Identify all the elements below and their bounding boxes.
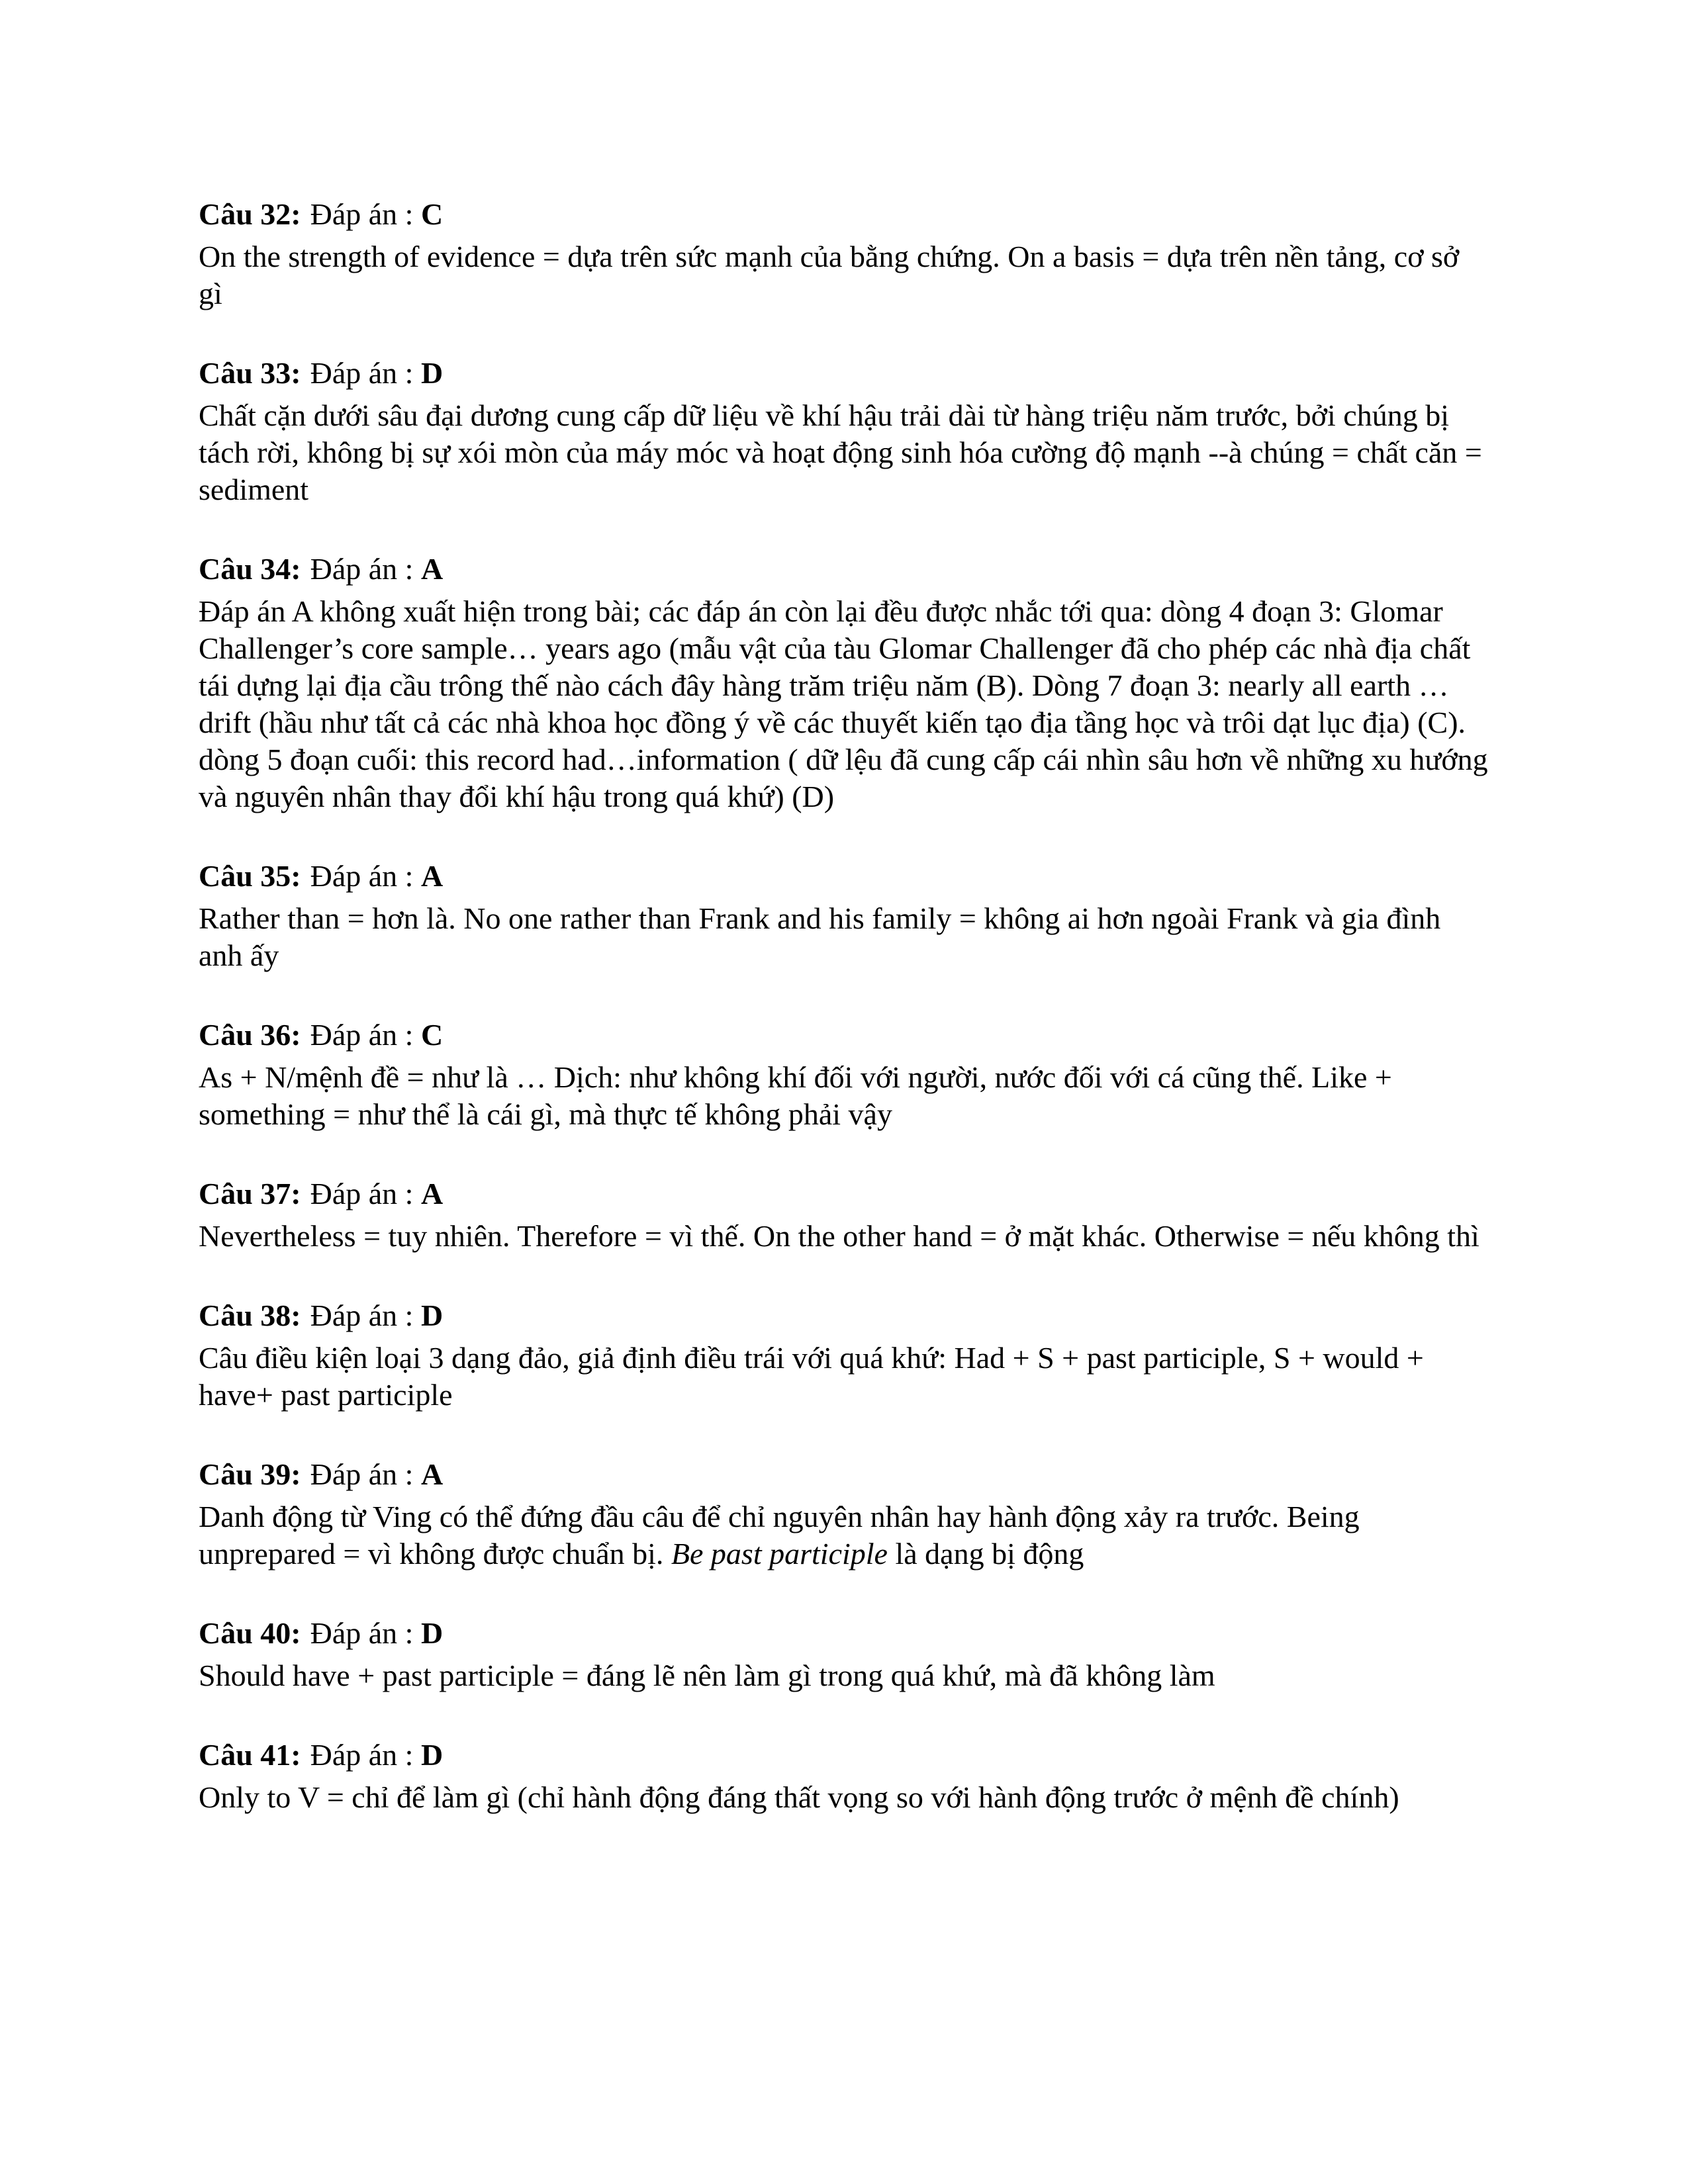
question-number: Câu 37:: [199, 1177, 301, 1210]
answer-header: [199, 196, 1489, 233]
answer-block-35: [199, 858, 1489, 974]
answer-label: Đáp án :: [310, 197, 421, 231]
answer-explanation: Only to V = chỉ để làm gì (chỉ hành động đáng thất vọng so với hành động trước ở mệnh đề chính): [199, 1780, 1399, 1814]
answer-explanation: Should have + past participle = đáng lẽ nên làm gì trong quá khứ, mà đã không làm: [199, 1659, 1215, 1692]
answer-header: [199, 551, 1489, 588]
question-number: Câu 32:: [199, 197, 301, 231]
answer-explanation: [199, 1498, 1489, 1572]
answer-letter: D: [420, 1738, 444, 1772]
question-number: Câu 38:: [199, 1298, 301, 1332]
answer-block-36: [199, 1017, 1489, 1133]
answer-explanation: Nevertheless = tuy nhiên. Therefore = vì thế. On the other hand = ở mặt khác. Otherwise = nếu không thì: [199, 1219, 1479, 1253]
explanation-text: là dạng bị động: [887, 1537, 1084, 1570]
answer-header: [199, 1737, 1489, 1774]
answer-label: Đáp án :: [310, 1738, 421, 1772]
question-number: Câu 33:: [199, 356, 301, 390]
question-number: Câu 40:: [199, 1616, 301, 1650]
answer-block-40: [199, 1615, 1489, 1694]
answer-letter: C: [420, 197, 444, 231]
answer-explanation: Rather than = hơn là. No one rather than Frank and his family = không ai hơn ngoài Frank và gia đình anh ấy: [199, 901, 1441, 972]
answer-letter: A: [420, 1177, 444, 1210]
answer-header: [199, 1615, 1489, 1652]
answer-label: Đáp án :: [310, 1298, 421, 1332]
answer-header: [199, 1175, 1489, 1212]
answer-letter: C: [420, 1018, 444, 1052]
explanation-text: Danh động từ Ving có thể đứng đầu câu để chỉ nguyên nhân hay hành động xảy ra trước. Being unprepared = vì không được chuẩn bị.: [199, 1500, 1360, 1570]
answer-header: [199, 1297, 1489, 1334]
question-number: Câu 34:: [199, 552, 301, 586]
answer-explanation: On the strength of evidence = dựa trên sức mạnh của bằng chứng. On a basis = dựa trên nền tảng, cơ sở gì: [199, 240, 1460, 310]
answer-label: Đáp án :: [310, 552, 421, 586]
answer-letter: D: [420, 1616, 444, 1650]
answer-label: Đáp án :: [310, 859, 421, 893]
answer-block-38: [199, 1297, 1489, 1414]
answer-header: [199, 1017, 1489, 1054]
answer-header: [199, 858, 1489, 895]
answer-label: Đáp án :: [310, 1177, 421, 1210]
answer-explanation: Chất cặn dưới sâu đại dương cung cấp dữ liệu về khí hậu trải dài từ hàng triệu năm trước, bởi chúng bị tách rời, không bị sự xói mòn của máy móc và hoạt động sinh hóa cường độ mạnh --à chúng = chất căn = sediment: [199, 398, 1482, 506]
question-number: Câu 39:: [199, 1457, 301, 1491]
question-number: Câu 41:: [199, 1738, 301, 1772]
answer-explanation: Câu điều kiện loại 3 dạng đảo, giả định điều trái với quá khứ: Had + S + past participle, S + would + have+ past participle: [199, 1341, 1424, 1412]
answer-block-34: [199, 551, 1489, 815]
answer-key-content: [199, 196, 1489, 1858]
answer-block-37: [199, 1175, 1489, 1255]
answer-letter: A: [420, 552, 444, 586]
question-number: Câu 36:: [199, 1018, 301, 1052]
answer-letter: D: [420, 356, 444, 390]
answer-explanation: As + N/mệnh đề = như là … Dịch: như không khí đối với người, nước đối với cá cũng thế. Like + something = như thể là cái gì, mà thực tế không phải vậy: [199, 1060, 1392, 1131]
answer-explanation: Đáp án A không xuất hiện trong bài; các đáp án còn lại đều được nhắc tới qua: dòng 4 đoạn 3: Glomar Challenger’s core sample… years ago (mẫu vật của tàu Glomar Challenger đã cho phép các nhà địa chất tái dựng lại địa cầu trông thế nào cách đây hàng trăm triệu năm (B). Dòng 7 đoạn 3: nearly all earth … drift (hầu như tất cả các nhà khoa học đồng ý về các thuyết kiến tạo địa tầng học và trôi dạt lục địa) (C). dòng 5 đoạn cuối: this record had…information ( dữ lệu đã cung cấp cái nhìn sâu hơn về những xu hướng và nguyên nhân thay đổi khí hậu trong quá khứ) (D): [199, 594, 1488, 813]
answer-block-39: [199, 1456, 1489, 1572]
answer-label: Đáp án :: [310, 1616, 421, 1650]
answer-block-32: [199, 196, 1489, 312]
answer-block-41: [199, 1737, 1489, 1816]
answer-letter: A: [420, 1457, 444, 1491]
answer-label: Đáp án :: [310, 356, 421, 390]
answer-label: Đáp án :: [310, 1457, 421, 1491]
answer-letter: D: [420, 1298, 444, 1332]
answer-block-33: [199, 355, 1489, 508]
explanation-italic-term: Be past participle: [671, 1537, 888, 1570]
answer-letter: A: [420, 859, 444, 893]
answer-header: [199, 1456, 1489, 1493]
question-number: Câu 35:: [199, 859, 301, 893]
answer-header: [199, 355, 1489, 392]
answer-label: Đáp án :: [310, 1018, 421, 1052]
